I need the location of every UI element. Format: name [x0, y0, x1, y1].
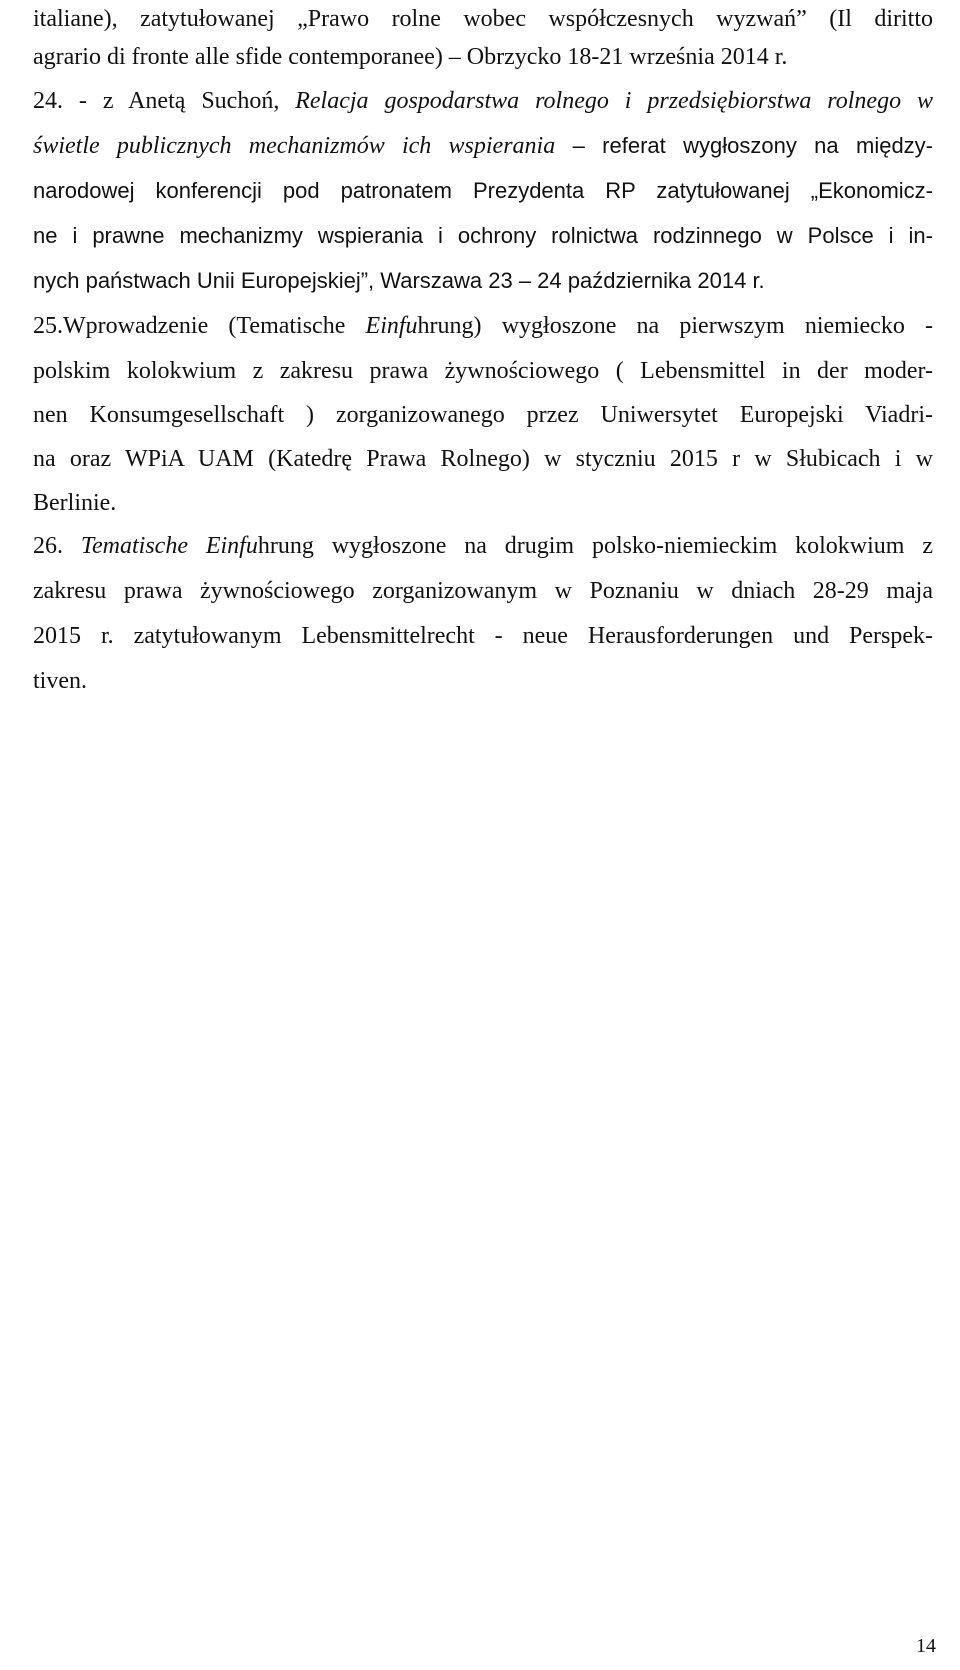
- entry-24-line-1: 24. - z Anetą Suchoń, Relacja gospodarstwa rolnego i przedsiębiorstwa rolnego w: [33, 88, 933, 114]
- entry-26-line-2: zakresu prawa żywnościowego zorganizowanym w Poznaniu w dniach 28-29 maja: [33, 578, 933, 604]
- entry-26-line-4: tiven.: [33, 668, 87, 694]
- entry-25-line-2: polskim kolokwium z zakresu prawa żywnościowego ( Lebensmittel in der moder-: [33, 358, 933, 384]
- entry-26-line-3: 2015 r. zatytułowanym Lebensmittelrecht - neue Herausforderungen und Perspek-: [33, 623, 933, 649]
- entry-25-line-1: 25.Wprowadzenie (Tematische Einfuhrung) wygłoszone na pierwszym niemiecko -: [33, 313, 933, 339]
- entry-24-line-3: narodowej konferencji pod patronatem Prezydenta RP zatytułowanej „Ekonomicz-: [33, 178, 933, 203]
- prev-entry-line-2: agrario di fronte alle sfide contemporanee) – Obrzycko 18-21 września 2014 r.: [33, 44, 788, 70]
- entry-24-title: Relacja gospodarstwa rolnego i przedsiębiorstwa rolnego w: [295, 88, 933, 114]
- entry-25-line-4: na oraz WPiA UAM (Katedrę Prawa Rolnego) w styczniu 2015 r w Słubicach i w: [33, 446, 933, 472]
- page-number: 14: [916, 1635, 936, 1657]
- entry-26-number: 26.: [33, 533, 63, 559]
- entry-25-number: 25.: [33, 313, 63, 339]
- entry-26-line-1: 26. Tematische Einfuhrung wygłoszone na drugim polsko-niemieckim kolokwium z: [33, 533, 933, 559]
- entry-24-line-5: nych państwach Unii Europejskiej”, Warszawa 23 – 24 października 2014 r.: [33, 268, 765, 293]
- prev-entry-line-1: italiane), zatytułowanej „Prawo rolne wobec współczesnych wyzwań” (Il diritto: [33, 6, 933, 32]
- entry-25-line-3: nen Konsumgesellschaft ) zorganizowanego przez Uniwersytet Europejski Viadri-: [33, 402, 933, 428]
- entry-25-line-5: Berlinie.: [33, 490, 117, 516]
- entry-24-line-4: ne i prawne mechanizmy wspierania i ochrony rolnictwa rodzinnego w Polsce i in-: [33, 223, 933, 248]
- entry-24-number: 24.: [33, 88, 63, 114]
- entry-24-line-2: świetle publicznych mechanizmów ich wspierania – referat wygłoszony na między-: [33, 133, 934, 159]
